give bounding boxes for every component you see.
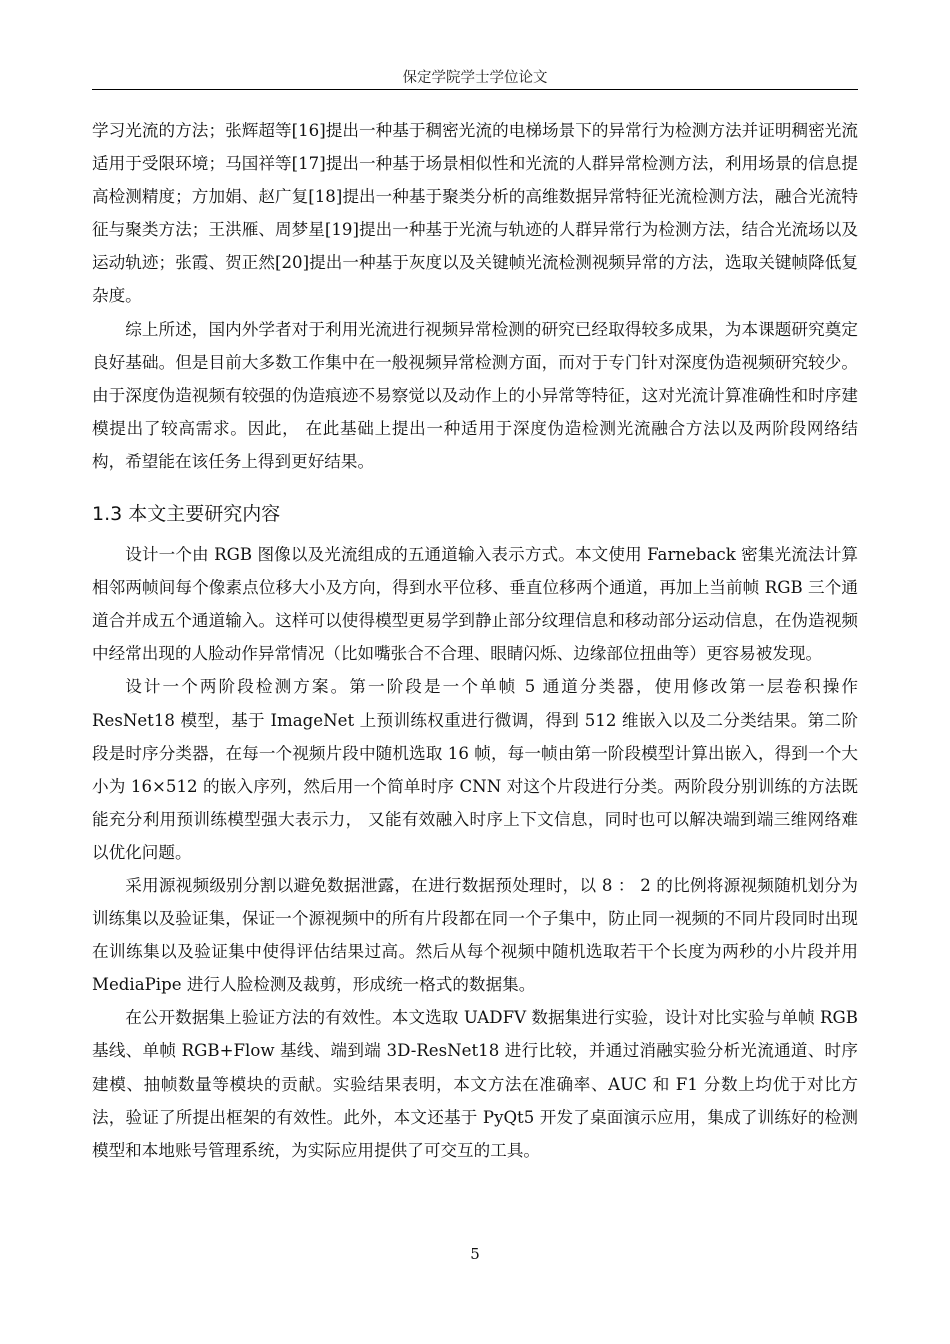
page-header: 保定学院学士学位论文 xyxy=(402,70,548,86)
paragraph: 采用源视频级别分割以避免数据泄露，在进行数据预处理时，以 8 ： 2 的比例将源视频随机划分为训练集以及验证集，保证一个源视频中的所有片段都在同一个子集中，防止同一视频的不同片段同时出现在训练集以及验证集中使得评估结果过高。然后从每个视频中随机选取若干个长度为两秒的小片段并用 MediaPipe 进行人脸检测及裁剪，形成统一格式的数据集。 xyxy=(92,875,858,995)
body-text xyxy=(92,114,858,1167)
paragraph: 学习光流的方法；张辉超等[16]提出一种基于稠密光流的电梯场景下的异常行为检测方法并证明稠密光流适用于受限环境；马国祥等[17]提出一种基于场景相似性和光流的人群异常检测方法，利用场景的信息提高检测精度；方加娟、赵广复[18]提出一种基于聚类分析的高维数据异常特征光流检测方法，融合光流特征与聚类方法；王洪雁、周梦星[19]提出一种基于光流与轨迹的人群异常行为检测方法，结合光流场以及运动轨迹；张霞、贺正然[20]提出一种基于灰度以及关键帧光流检测视频异常的方法，选取关键帧降低复杂度。 xyxy=(92,121,858,306)
paragraph: 在公开数据集上验证方法的有效性。本文选取 UADFV 数据集进行实验，设计对比实验与单帧 RGB 基线、单帧 RGB+Flow 基线、端到端 3D-ResNet18 进行比较，并通过消融实验分析光流通道、时序建模、抽帧数量等模块的贡献。实验结果表明，本文方法在准确率、AUC 和 F1 分数上均优于对比方法，验证了所提出框架的有效性。此外，本文还基于 PyQt5 开发了桌面演示应用，集成了训练好的检测模型和本地账号管理系统，为实际应用提供了可交互的工具。 xyxy=(92,1008,858,1160)
paragraph: 设计一个由 RGB 图像以及光流组成的五通道输入表示方式。本文使用 Farneback 密集光流法计算相邻两帧间每个像素点位移大小及方向，得到水平位移、垂直位移两个通道，再加上当前帧 RGB 三个通道合并成五个通道输入。这样可以使得模型更易学到静止部分纹理信息和移动部分运动信息，在伪造视频中经常出现的人脸动作异常情况（比如嘴张合不合理、眼睛闪烁、边缘部位扭曲等）更容易被发现。 xyxy=(92,545,858,664)
page-number: 5 xyxy=(470,1245,480,1263)
header-rule xyxy=(92,89,858,90)
section-heading: 1.3 本文主要研究内容 xyxy=(92,503,281,526)
paragraph: 设计一个两阶段检测方案。第一阶段是一个单帧 5 通道分类器，使用修改第一层卷积操作 ResNet18 模型，基于 ImageNet 上预训练权重进行微调，得到 512 维嵌入以及二分类结果。第二阶段是时序分类器，在每一个视频片段中随机选取 16 帧，每一帧由第一阶段模型计算出嵌入，得到一个大小为 16×512 的嵌入序列，然后用一个简单时序 CNN 对这个片段进行分类。两阶段分别训练的方法既能充分利用预训练模型强大表示力， 又能有效融入时序上下文信息，同时也可以解决端到端三维网络难以优化问题。 xyxy=(92,677,858,862)
paragraph: 综上所述，国内外学者对于利用光流进行视频异常检测的研究已经取得较多成果，为本课题研究奠定良好基础。但是目前大多数工作集中在一般视频异常检测方面，而对于专门针对深度伪造视频研究较少。由于深度伪造视频有较强的伪造痕迹不易察觉以及动作上的小异常等特征，这对光流计算准确性和时序建模提出了较高需求。因此， 在此基础上提出一种适用于深度伪造检测光流融合方法以及两阶段网络结构，希望能在该任务上得到更好结果。 xyxy=(92,319,858,471)
